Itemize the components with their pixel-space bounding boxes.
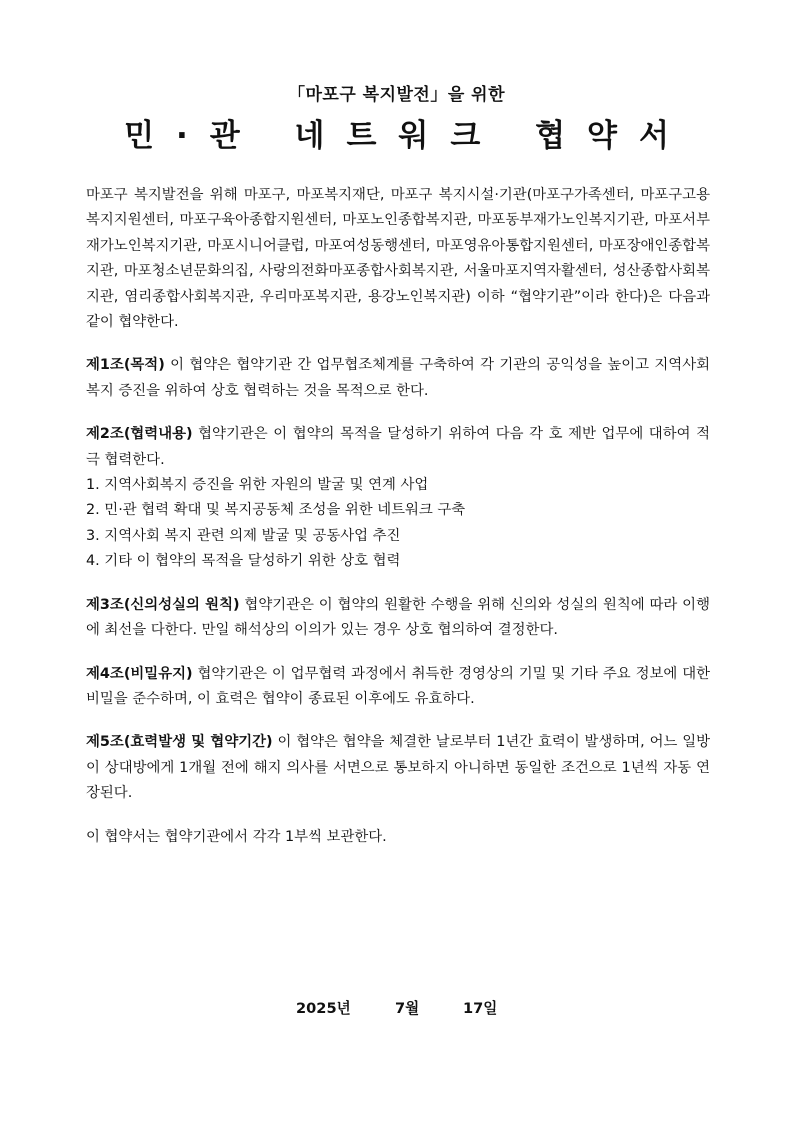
article-3-text: 협약기관은 이 협약의 원활한 수행을 위해 신의와 성실의 원칙에 따라 이행에 최선을 다한다. 만일 해석상의 이의가 있는 경우 상호 협의하여 결정한다. (86, 596, 710, 639)
list-item: 1. 지역사회복지 증진을 위한 자원의 발굴 및 연계 사업 (86, 477, 429, 494)
article-5-heading: 제5조(효력발생 및 협약기간) (86, 734, 273, 751)
article-4-heading: 제4조(비밀유지) (86, 665, 193, 682)
date-day: 17일 (463, 1000, 498, 1017)
article-2-heading: 제2조(협력내용) (86, 426, 193, 443)
article-4 (86, 662, 710, 713)
article-3-heading: 제3조(신의성실의 원칙) (86, 596, 240, 613)
article-4-text: 협약기관은 이 업무협력 과정에서 취득한 경영상의 기밀 및 기타 주요 정보에 대한 비밀을 준수하며, 이 효력은 협약이 종료된 이후에도 유효하다. (86, 665, 710, 707)
list-item: 4. 기타 이 협약의 목적을 달성하기 위한 상호 협력 (86, 553, 401, 570)
article-3 (86, 593, 710, 644)
article-1-heading: 제1조(목적) (86, 357, 165, 374)
preamble: 마포구 복지발전을 위해 마포구, 마포복지재단, 마포구 복지시설·기관(마포구가족센터, 마포구고용복지지원센터, 마포구육아종합지원센터, 마포노인종합복지관, 마포동부재가노인복지기관, 마포서부재가노인복지기관, 마포시니어클럽, 마포여성동행센터, 마포영유아통합지원센터, 마포장애인종합복지관, 마포청소년문화의집, 사랑의전화마포종합사회복지관, 서울마포지역자활센터, 성산종합사회복지관, 염리종합사회복지관, 우리마포복지관, 용강노인복지관) 이하 “협약기관”이라 한다)은 다음과 같이 협약한다. (86, 187, 710, 331)
document-subtitle: 「마포구 복지발전」을 위한 (287, 85, 506, 105)
article-5-text: 이 협약은 협약을 체결한 날로부터 1년간 효력이 발생하며, 어느 일방이 상대방에게 1개월 전에 해지 의사를 서면으로 통보하지 아니하면 동일한 조건으로 1년씩 자동 연장된다. (86, 734, 711, 802)
article-2 (86, 422, 710, 574)
article-1 (86, 353, 710, 404)
document-title: 민·관 네트워크 협약서 (124, 118, 691, 154)
article-2-text: 협약기관은 이 협약의 목적을 달성하기 위하여 다음 각 호 제반 업무에 대하여 적극 협력한다. (86, 426, 710, 468)
list-item: 3. 지역사회 복지 관련 의제 발굴 및 공동사업 추진 (86, 527, 401, 544)
closing-statement: 이 협약서는 협약기관에서 각각 1부씩 보관한다. (86, 828, 387, 845)
article-5 (86, 730, 710, 806)
date-year: 2025년 (296, 1000, 351, 1017)
document-body (86, 183, 710, 868)
list-item: 2. 민·관 협력 확대 및 복지공동체 조성을 위한 네트워크 구축 (86, 502, 466, 519)
article-2-items (86, 473, 710, 575)
date-month: 7월 (395, 1000, 420, 1017)
article-1-text: 이 협약은 협약기관 간 업무협조체계를 구축하여 각 기관의 공익성을 높이고 지역사회 복지 증진을 위하여 상호 협력하는 것을 목적으로 한다. (86, 357, 710, 399)
